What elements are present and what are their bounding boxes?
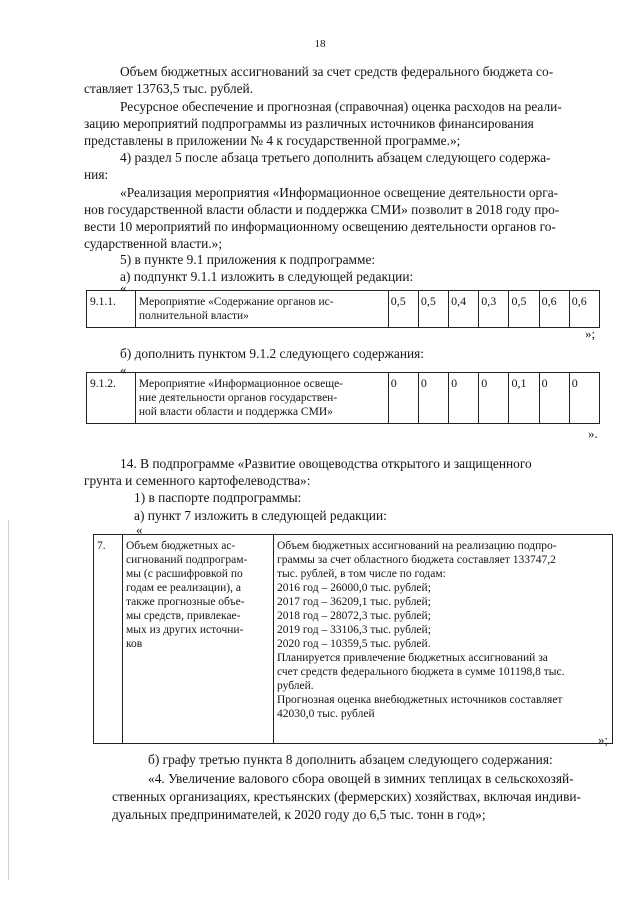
intro-line: ставляет 13763,5 тыс. рублей. [84, 81, 254, 96]
page-number: 18 [314, 38, 326, 50]
scan-edge-line [8, 520, 9, 880]
closing-quote: »; [598, 732, 609, 747]
value-cell: 0,6 [569, 291, 599, 328]
outro-line: дуальных предпринимателей, к 2020 году до 6,5 тыс. тонн в год»; [112, 807, 486, 822]
paragraph: б) дополнить пунктом 9.1.2 следующего содержания: [120, 346, 425, 361]
value-cell: 0 [418, 373, 448, 424]
value-cell: 0 [479, 373, 509, 424]
intro-line: нов государственной власти области и поддержка СМИ» позволит в 2018 году про- [84, 202, 560, 217]
item-number: 7. [94, 535, 123, 744]
table-row [94, 535, 613, 744]
intro-line: а) подпункт 9.1.1 изложить в следующей редакции: [120, 269, 414, 284]
section-line: а) пункт 7 изложить в следующей редакции: [134, 508, 387, 523]
intro-line: вести 10 мероприятий по информационному освещению деятельности органов го- [84, 219, 556, 234]
open-quote: « [120, 280, 127, 295]
closing-quote: »; [585, 326, 596, 341]
intro-line: 4) раздел 5 после абзаца третьего дополнить абзацем следующего содержа- [120, 150, 551, 165]
intro-line: ния: [84, 167, 109, 182]
value-cell: 0,4 [449, 291, 479, 328]
item-name: Мероприятие «Информационное освеще- ние деятельности органов государствен- ной власти области и поддержка СМИ» [135, 373, 388, 424]
value-cell: 0,5 [509, 291, 539, 328]
item-label: Объем бюджетных ас- сигнований подпрограм- мы (с расшифровкой по годам ее реализации), а также прогнозные объе- мы средств, привлекае- мых из других источни- ков [123, 535, 274, 744]
intro-line: зацию мероприятий подпрограммы из различных источников финансирования [84, 116, 534, 131]
outro-line: б) графу третью пункта 8 дополнить абзацем следующего содержания: [148, 752, 553, 767]
intro-line: сударственной власти.»; [84, 236, 223, 251]
value-cell: 0,1 [509, 373, 539, 424]
section-line: 1) в паспорте подпрограммы: [134, 490, 302, 505]
value-cell: 0 [388, 373, 418, 424]
table-passport-item-7 [93, 534, 613, 744]
open-quote: « [136, 522, 143, 537]
intro-line: Ресурсное обеспечение и прогнозная (справочная) оценка расходов на реали- [120, 99, 562, 114]
closing-quote: ». [588, 426, 598, 441]
outro-line: «4. Увеличение валового сбора овощей в зимних теплицах в сельскохозяй- [148, 771, 574, 786]
item-number: 9.1.1. [87, 291, 136, 328]
intro-line: представлены в приложении № 4 к государственной программе.»; [84, 133, 461, 148]
table-item-912 [86, 372, 600, 424]
intro-line: 5) в пункте 9.1 приложения к подпрограмме: [120, 252, 376, 267]
outro-line: ственных организациях, крестьянских (фермерских) хозяйствах, включая индиви- [112, 789, 582, 804]
item-content: Объем бюджетных ассигнований на реализацию подпро- граммы за счет областного бюджета составляет 133747,2 тыс. рублей, в том числе по годам: 2016 год – 26000,0 тыс. рублей; 2017 год – 36209,1 тыс. рублей; 2018 год – 28072,3 тыс. рублей; 2019 год – 33106,3 тыс. рублей; 2020 год – 10359,5 тыс. рублей. Планируется привлечение бюджетных ассигнований за счет средств федерального бюджета в сумме 101198,8 тыс. рублей. Прогнозная оценка внебюджетных источников составляет 42030,0 тыс. рублей [274, 535, 613, 744]
open-quote: « [120, 362, 127, 377]
table-item-911 [86, 290, 600, 328]
value-cell: 0 [569, 373, 599, 424]
item-number: 9.1.2. [87, 373, 136, 424]
table-row [87, 291, 600, 328]
value-cell: 0,6 [539, 291, 569, 328]
table-row [87, 373, 600, 424]
item-name: Мероприятие «Содержание органов ис- полнительной власти» [135, 291, 388, 328]
section-line: 14. В подпрограмме «Развитие овощеводства открытого и защищенного [120, 456, 532, 471]
value-cell: 0,5 [388, 291, 418, 328]
intro-line: Объем бюджетных ассигнований за счет средств федерального бюджета со- [120, 64, 554, 79]
value-cell: 0 [539, 373, 569, 424]
value-cell: 0 [449, 373, 479, 424]
value-cell: 0,5 [418, 291, 448, 328]
section-line: грунта и семенного картофелеводства»: [84, 473, 311, 488]
value-cell: 0,3 [479, 291, 509, 328]
intro-line: «Реализация мероприятия «Информационное освещение деятельности орга- [120, 185, 559, 200]
